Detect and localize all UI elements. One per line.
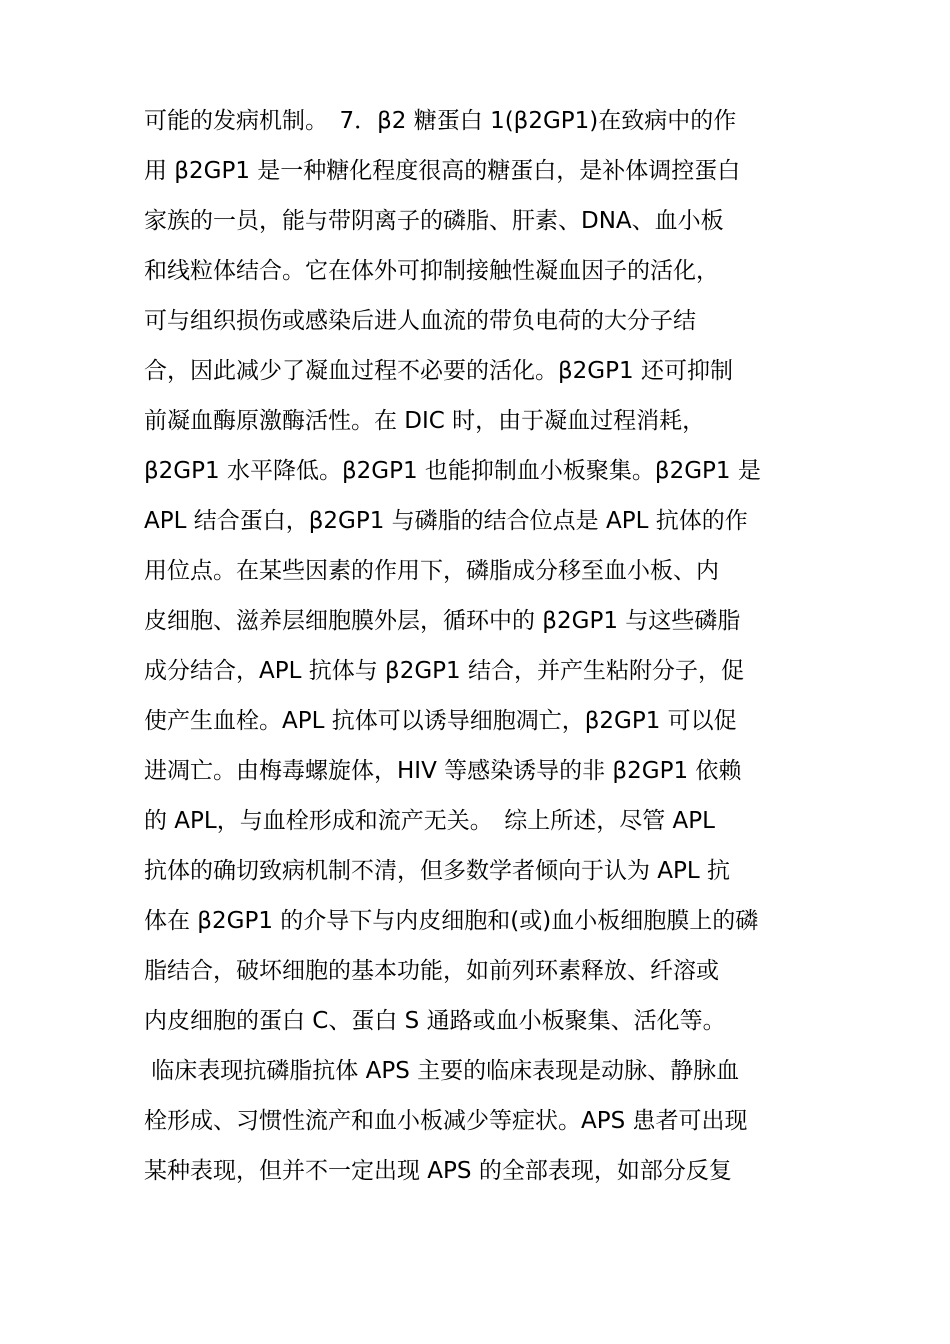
body-text: [144, 96, 824, 1196]
text-line: 抗体的确切致病机制不清，但多数学者倾向于认为 APL 抗: [144, 858, 731, 884]
text-line: 用 β2GP1 是一种糖化程度很高的糖蛋白，是补体调控蛋白: [144, 158, 741, 184]
text-line: 进凋亡。由梅毒螺旋体，HIV 等感染诱导的非 β2GP1 依赖: [144, 758, 742, 784]
text-line: 脂结合，破坏细胞的基本功能，如前列环素释放、纤溶或: [144, 958, 719, 984]
text-line: 可能的发病机制。 7．β2 糖蛋白 1(β2GP1)在致病中的作: [144, 108, 737, 134]
text-line: 家族的一员，能与带阴离子的磷脂、肝素、DNA、血小板: [144, 208, 724, 234]
text-line: 前凝血酶原激酶活性。在 DIC 时，由于凝血过程消耗，: [144, 408, 706, 434]
text-line: β2GP1 水平降低。β2GP1 也能抑制血小板聚集。β2GP1 是: [144, 458, 761, 484]
text-line: 用位点。在某些因素的作用下，磷脂成分移至血小板、内: [144, 558, 719, 584]
text-line: 成分结合，APL 抗体与 β2GP1 结合，并产生粘附分子，促: [144, 658, 744, 684]
text-line: 某种表现，但并不一定出现 APS 的全部表现，如部分反复: [144, 1158, 732, 1184]
text-line: 栓形成、习惯性流产和血小板减少等症状。APS 患者可出现: [144, 1108, 748, 1134]
text-line: APL 结合蛋白，β2GP1 与磷脂的结合位点是 APL 抗体的作: [144, 508, 748, 534]
text-line: 的 APL，与血栓形成和流产无关。 综上所述，尽管 APL: [144, 808, 715, 834]
text-line: 临床表现抗磷脂抗体 APS 主要的临床表现是动脉、静脉血: [144, 1058, 740, 1084]
text-line: 合，因此减少了凝血过程不必要的活化。β2GP1 还可抑制: [144, 358, 733, 384]
text-line: 使产生血栓。APL 抗体可以诱导细胞凋亡，β2GP1 可以促: [144, 708, 737, 734]
text-line: 可与组织损伤或感染后进人血流的带负电荷的大分子结: [144, 308, 696, 334]
text-line: 体在 β2GP1 的介导下与内皮细胞和(或)血小板细胞膜上的磷: [144, 908, 759, 934]
text-line: 内皮细胞的蛋白 C、蛋白 S 通路或血小板聚集、活化等。: [144, 1008, 726, 1034]
text-line: 皮细胞、滋养层细胞膜外层，循环中的 β2GP1 与这些磷脂: [144, 608, 741, 634]
text-line: 和线粒体结合。它在体外可抑制接触性凝血因子的活化，: [144, 258, 719, 284]
